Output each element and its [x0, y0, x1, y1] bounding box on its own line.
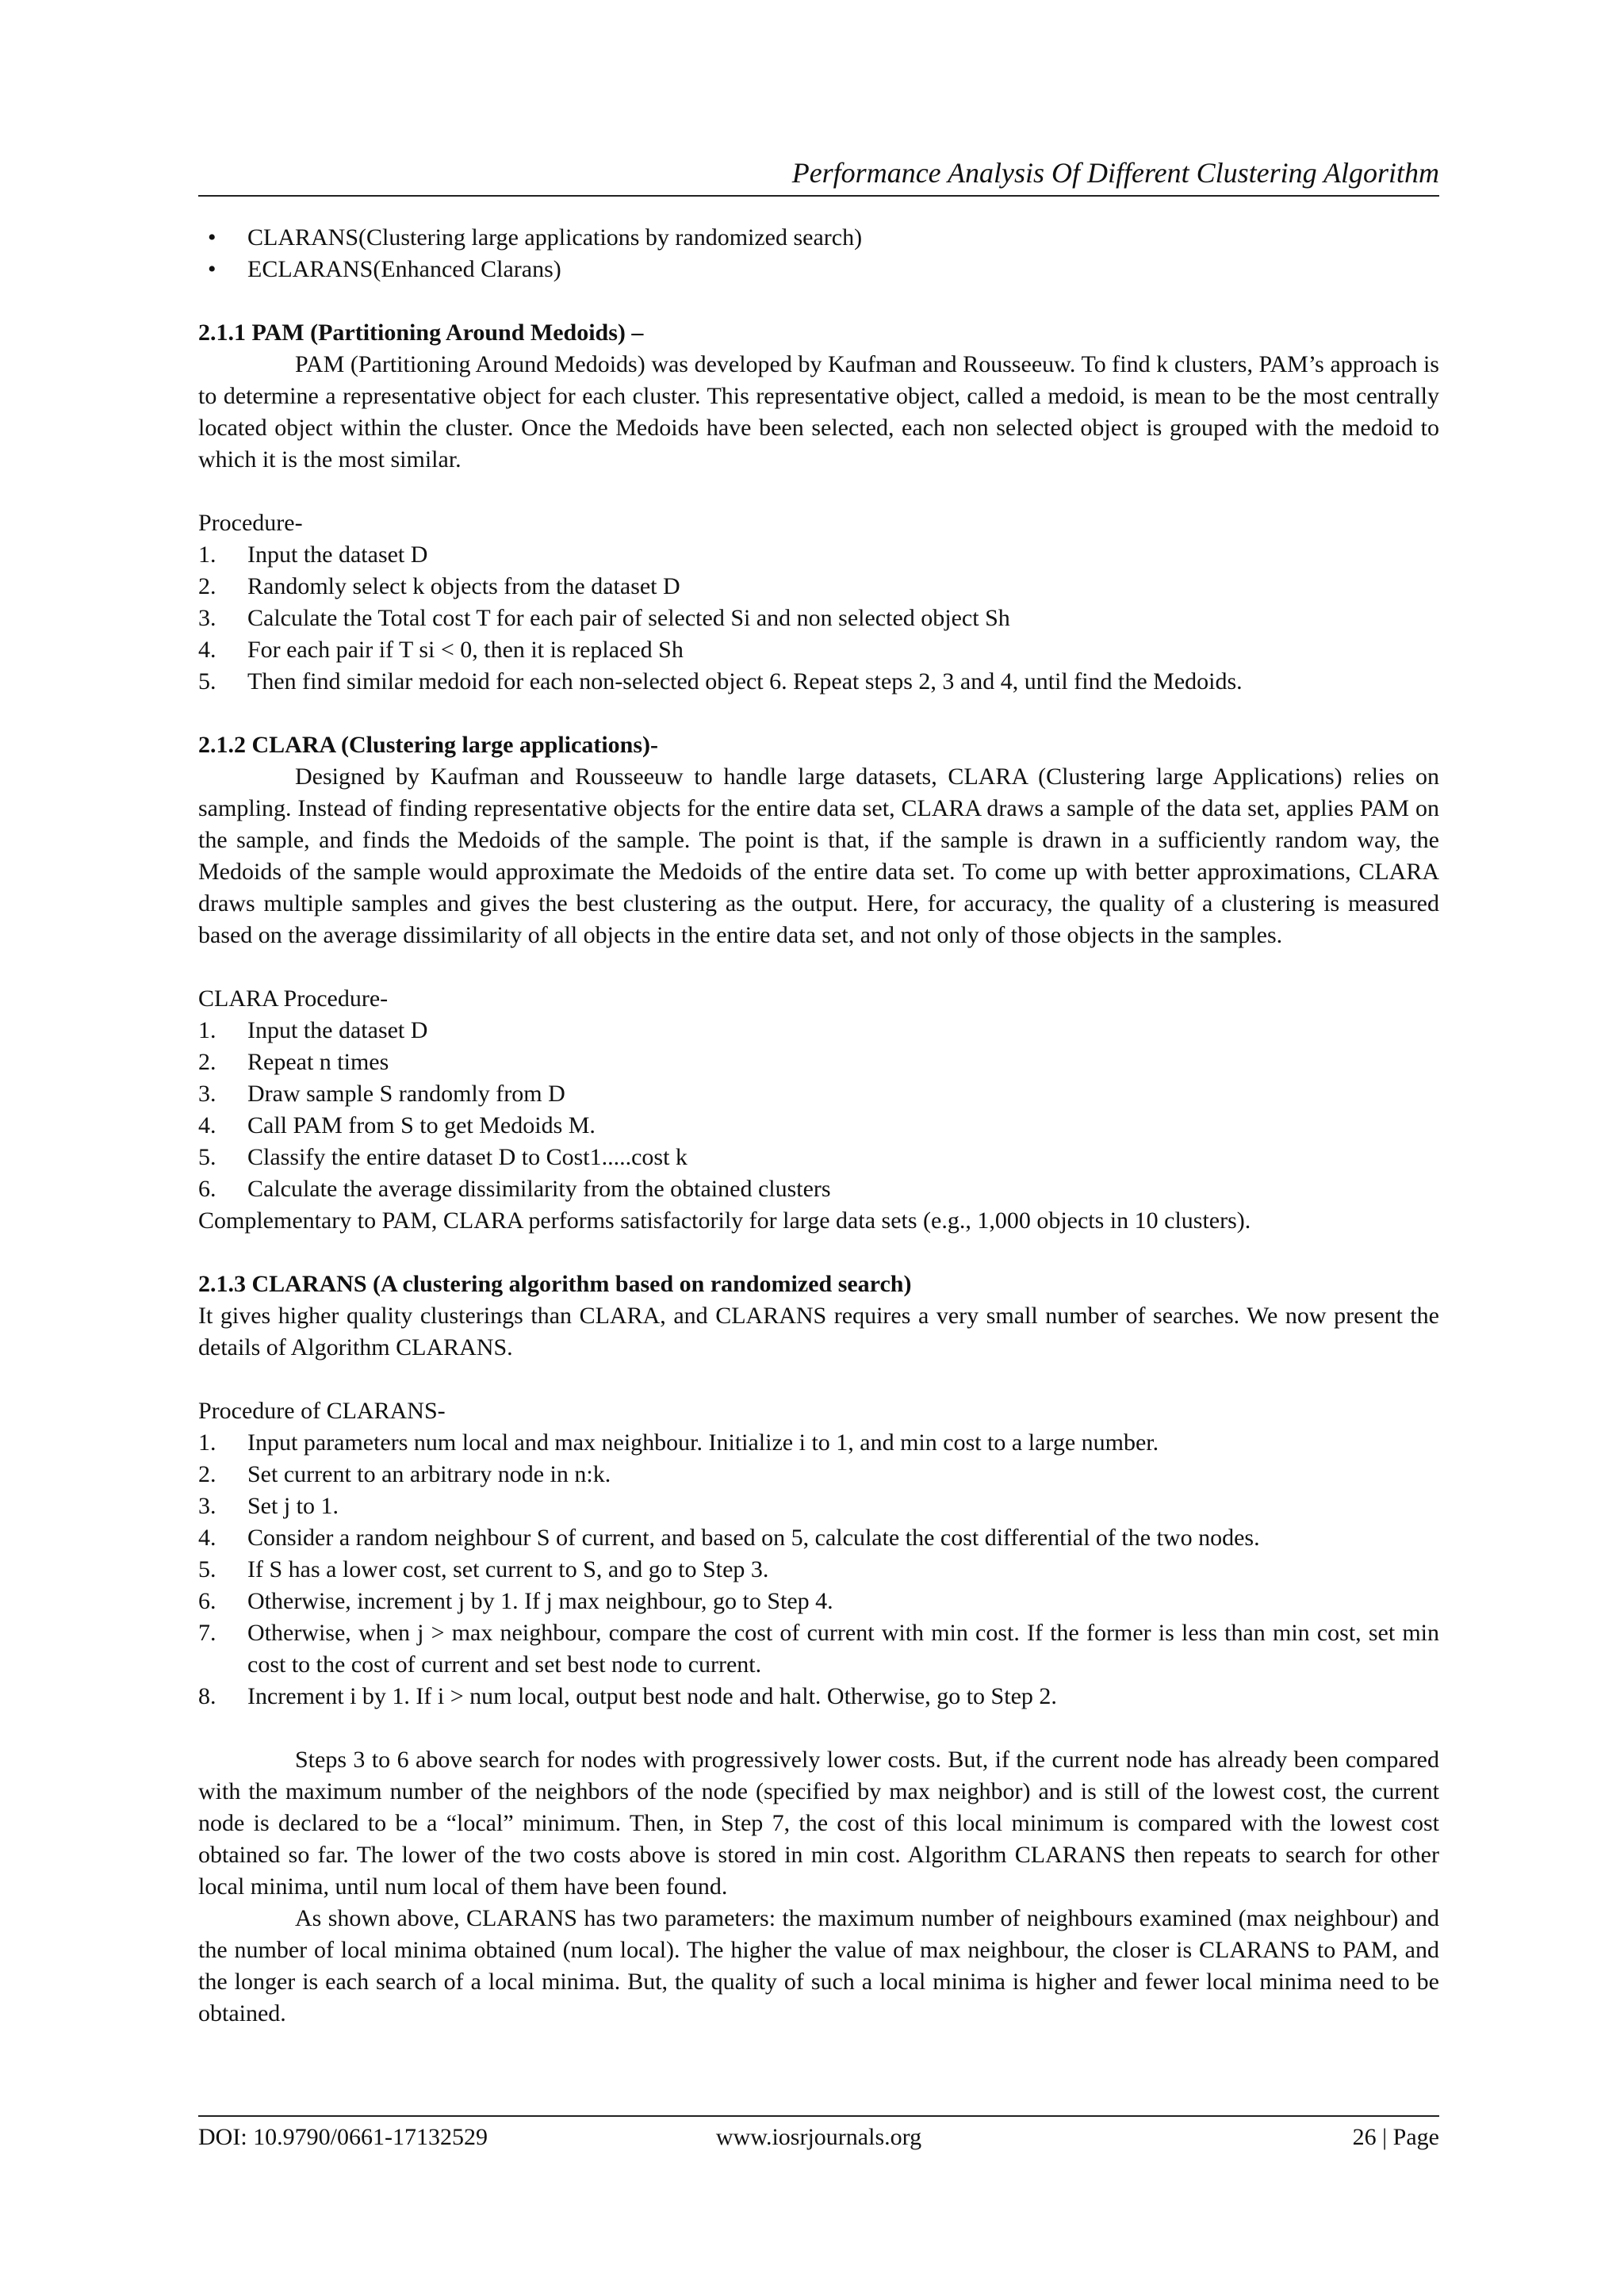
- step-number: 3.: [198, 1081, 216, 1107]
- list-item: [198, 666, 1439, 698]
- list-item: [198, 1142, 1439, 1173]
- clarans-steps: [198, 1427, 1439, 1712]
- list-item: [198, 1617, 1439, 1681]
- clara-procedure-label: CLARA Procedure-: [198, 985, 389, 1012]
- clarans-paragraph-2: As shown above, CLARANS has two parameters: the maximum number of neighbours examined (max neighbour) and the number of local minima obtained (num local). The higher the value of max neighbour, the closer is CLARANS to PAM, and the longer is each search of a local minima. But, the quality of such a local minima is higher and fewer local minima need to be obtained.: [198, 1905, 1439, 2026]
- page: [198, 0, 1439, 2296]
- footer-site: www.iosrjournals.org: [715, 2124, 922, 2150]
- clarans-procedure-label: Procedure of CLARANS-: [198, 1398, 446, 1424]
- clara-steps: [198, 1015, 1439, 1205]
- list-item: [198, 1554, 1439, 1586]
- list-item: [198, 1015, 1439, 1047]
- step-number: 4.: [198, 637, 216, 663]
- step-number: 1.: [198, 541, 216, 568]
- step-text: Set j to 1.: [247, 1493, 339, 1519]
- running-title: Performance Analysis Of Different Clustering Algorithm: [791, 157, 1439, 189]
- step-text: Randomly select k objects from the dataset D: [247, 573, 680, 599]
- list-item: [198, 634, 1439, 666]
- step-number: 5.: [198, 668, 216, 695]
- list-item: [198, 539, 1439, 571]
- pam-procedure-label: Procedure-: [198, 510, 303, 536]
- clarans-heading: 2.1.3 CLARANS (A clustering algorithm based on randomized search): [198, 1271, 912, 1297]
- list-item: [198, 571, 1439, 603]
- list-item: [198, 1047, 1439, 1078]
- step-text: Otherwise, increment j by 1. If j max neighbour, go to Step 4.: [247, 1588, 833, 1614]
- step-text: Input parameters num local and max neighbour. Initialize i to 1, and min cost to a large number.: [247, 1429, 1159, 1456]
- clarans-intro: It gives higher quality clusterings than CLARA, and CLARANS requires a very small number of searches. We now present the details of Algorithm CLARANS.: [198, 1303, 1439, 1360]
- step-number: 2.: [198, 1461, 216, 1487]
- list-item: [198, 603, 1439, 634]
- pam-steps: [198, 539, 1439, 698]
- footer-doi: DOI: 10.9790/0661-17132529: [198, 2124, 488, 2150]
- step-number: 6.: [198, 1176, 216, 1202]
- list-item: [198, 1459, 1439, 1490]
- step-text: Input the dataset D: [247, 541, 428, 568]
- page-footer: [198, 2122, 1439, 2153]
- pam-paragraph: PAM (Partitioning Around Medoids) was developed by Kaufman and Rousseeuw. To find k clusters, PAM’s approach is to determine a representative object for each cluster. This representative object, called a medoid, is mean to be the most centrally located object within the cluster. Once the Medoids have been selected, each non selected object is grouped with the medoid to which it is the most similar.: [198, 351, 1439, 473]
- step-number: 2.: [198, 1049, 216, 1075]
- step-text: Input the dataset D: [247, 1017, 428, 1043]
- clarans-paragraph-1: Steps 3 to 6 above search for nodes with progressively lower costs. But, if the current node has already been compared with the maximum number of the neighbors of the node (specified by max neighbor) and is still of the lowest cost, the current node is declared to be a “local” minimum. Then, in Step 7, the cost of this local minimum is compared with the lowest cost obtained so far. The lower of the two costs above is stored in min cost. Algorithm CLARANS then repeats to search for other local minima, until num local of them have been found.: [198, 1747, 1439, 1900]
- list-item: [198, 1586, 1439, 1617]
- clara-heading: 2.1.2 CLARA (Clustering large applications)-: [198, 732, 658, 758]
- step-number: 7.: [198, 1620, 216, 1646]
- clara-closing: Complementary to PAM, CLARA performs satisfactorily for large data sets (e.g., 1,000 objects in 10 clusters).: [198, 1207, 1251, 1234]
- step-text: Calculate the average dissimilarity from the obtained clusters: [247, 1176, 831, 1202]
- footer-page-number: 26 | Page: [1352, 2124, 1439, 2150]
- step-text: Calculate the Total cost T for each pair of selected Si and non selected object Sh: [247, 605, 1010, 631]
- pam-heading: 2.1.1 PAM (Partitioning Around Medoids) –: [198, 320, 644, 346]
- step-text: Otherwise, when j > max neighbour, compare the cost of current with min cost. If the former is less than min cost, set min cost to the cost of current and set best node to current.: [247, 1620, 1439, 1678]
- footer-rule: [198, 2115, 1439, 2117]
- step-number: 2.: [198, 573, 216, 599]
- list-item: [198, 1681, 1439, 1712]
- step-number: 4.: [198, 1112, 216, 1138]
- step-text: Classify the entire dataset D to Cost1.....cost k: [247, 1144, 688, 1170]
- step-number: 5.: [198, 1556, 216, 1582]
- clara-paragraph: Designed by Kaufman and Rousseeuw to handle large datasets, CLARA (Clustering large Applications) relies on sampling. Instead of finding representative objects for the entire data set, CLARA draws a sample of the data set, applies PAM on the sample, and finds the Medoids of the sample. The point is that, if the sample is drawn in a sufficiently random way, the Medoids of the sample would approximate the Medoids of the entire data set. To come up with better approximations, CLARA draws multiple samples and gives the best clustering as the output. Here, for accuracy, the quality of a clustering is measured based on the average dissimilarity of all objects in the entire data set, and not only of those objects in the samples.: [198, 763, 1439, 948]
- step-text: For each pair if T si < 0, then it is replaced Sh: [247, 637, 684, 663]
- list-item: [198, 1110, 1439, 1142]
- list-item: [198, 1427, 1439, 1459]
- step-number: 8.: [198, 1683, 216, 1709]
- step-number: 1.: [198, 1429, 216, 1456]
- list-item: [198, 1522, 1439, 1554]
- step-number: 1.: [198, 1017, 216, 1043]
- header-rule: [198, 195, 1439, 197]
- list-item: [198, 1173, 1439, 1205]
- step-text: Increment i by 1. If i > num local, output best node and halt. Otherwise, go to Step 2.: [247, 1683, 1057, 1709]
- step-text: Draw sample S randomly from D: [247, 1081, 565, 1107]
- step-text: Consider a random neighbour S of current, and based on 5, calculate the cost differential of the two nodes.: [247, 1525, 1260, 1551]
- bullet-item: • CLARANS(Clustering large applications by randomized search): [198, 222, 1439, 254]
- step-number: 5.: [198, 1144, 216, 1170]
- step-text: If S has a lower cost, set current to S, and go to Step 3.: [247, 1556, 769, 1582]
- content: [198, 222, 1439, 2030]
- step-text: Repeat n times: [247, 1049, 389, 1075]
- step-number: 3.: [198, 1493, 216, 1519]
- step-number: 3.: [198, 605, 216, 631]
- bullet-list: [198, 222, 1439, 285]
- step-text: Call PAM from S to get Medoids M.: [247, 1112, 596, 1138]
- step-text: Set current to an arbitrary node in n:k.: [247, 1461, 611, 1487]
- step-number: 4.: [198, 1525, 216, 1551]
- list-item: [198, 1078, 1439, 1110]
- list-item: [198, 1490, 1439, 1522]
- step-number: 6.: [198, 1588, 216, 1614]
- bullet-item: • ECLARANS(Enhanced Clarans): [198, 254, 1439, 285]
- step-text: Then find similar medoid for each non-selected object 6. Repeat steps 2, 3 and 4, until find the Medoids.: [247, 668, 1243, 695]
